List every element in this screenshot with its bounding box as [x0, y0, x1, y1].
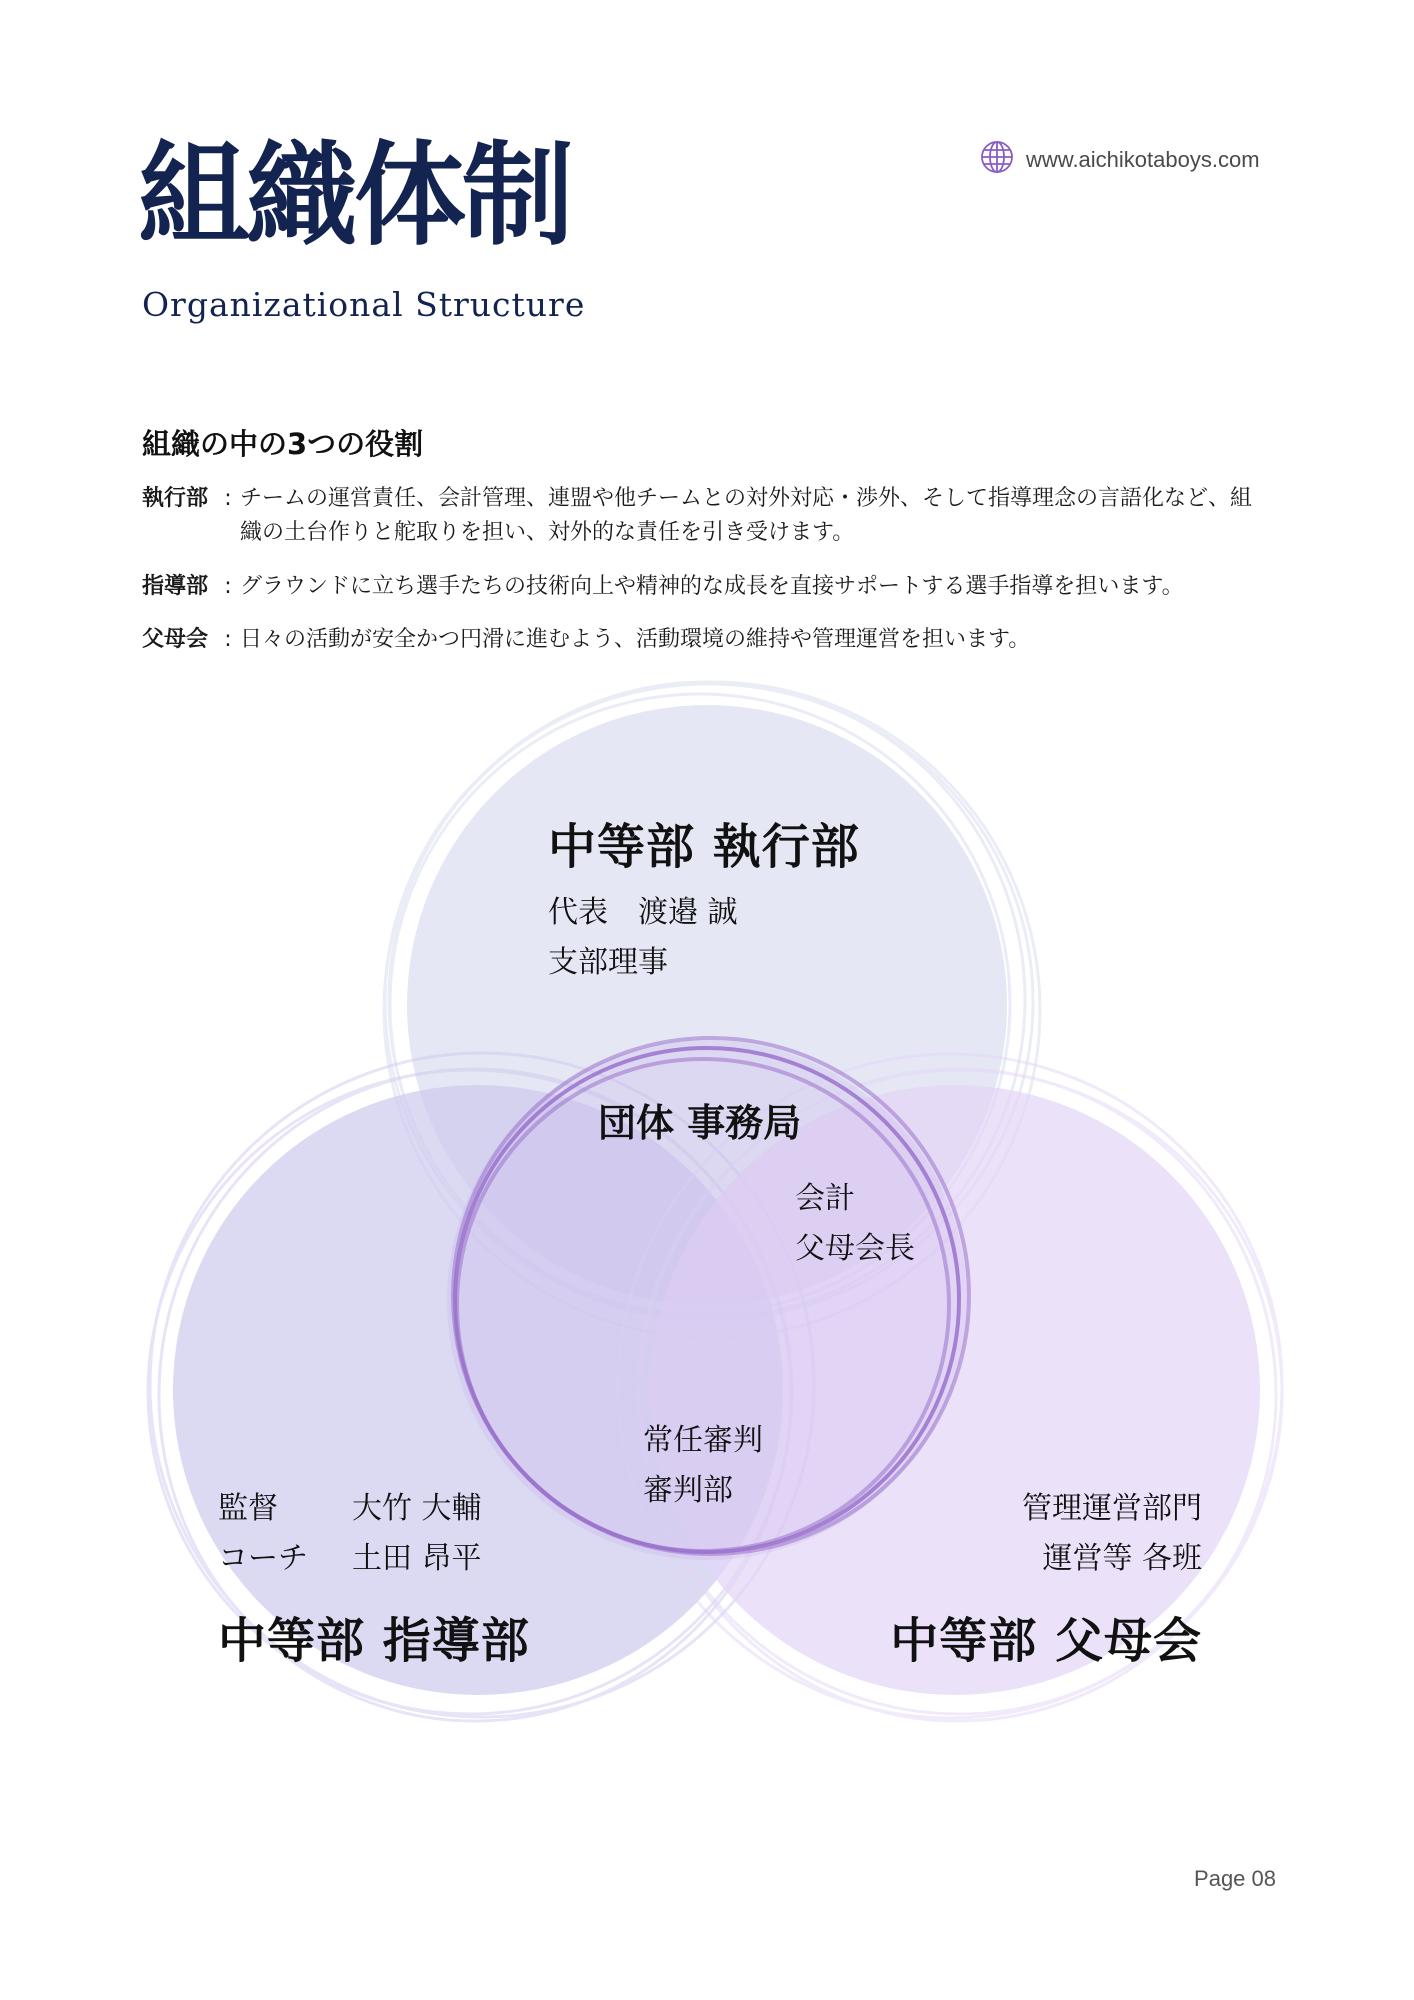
page-subtitle: Organizational Structure: [142, 285, 586, 324]
role-description: グラウンドに立ち選手たちの技術向上や精神的な成長を直接サポートする選手指導を担います。: [240, 574, 1184, 599]
office-members: [795, 1174, 915, 1274]
role-colon: :: [224, 574, 232, 599]
executive-title: 中等部 執行部: [548, 819, 860, 875]
coaching-person: 土田 昂平: [352, 1541, 482, 1576]
office-title: 団体 事務局: [598, 1101, 802, 1145]
coaching-role: 監督: [218, 1491, 278, 1526]
coaching-role: コーチ: [218, 1541, 308, 1576]
office-line: 会計: [795, 1181, 855, 1216]
executive-line: 代表 渡邉 誠: [548, 895, 738, 930]
referee-line: 常任審判: [643, 1423, 763, 1458]
page-number: Page 08: [1194, 1866, 1276, 1891]
parents-line: 管理運営部門: [1022, 1491, 1202, 1526]
role-name: 執行部: [142, 486, 209, 511]
role-description: チームの運営責任、会計管理、連盟や他チームとの対外対応・渉外、そして指導理念の言語化など、組織の土台作りと舵取りを担い、対外的な責任を引き受けます。: [240, 486, 1253, 545]
parents-members: [1022, 1484, 1202, 1584]
coaching-row: [218, 1484, 482, 1534]
coaching-title: 中等部 指導部: [218, 1613, 530, 1669]
coaching-person: 大竹 大輔: [352, 1491, 482, 1526]
office-line: 父母会長: [795, 1231, 915, 1266]
page-title: 組織体制: [138, 130, 570, 261]
coaching-row: [218, 1534, 482, 1584]
executive-line: 支部理事: [548, 945, 668, 980]
referee-members: [643, 1416, 763, 1516]
parents-title: 中等部 父母会: [890, 1613, 1202, 1669]
role-colon: :: [224, 486, 232, 511]
executive-members: [548, 888, 738, 988]
coaching-members: [218, 1484, 482, 1584]
parents-line: 運営等 各班: [1042, 1541, 1202, 1576]
role-name: 指導部: [142, 574, 209, 599]
role-name: 父母会: [142, 627, 209, 652]
role-colon: :: [224, 627, 232, 652]
website-url: www.aichikotaboys.com: [1026, 147, 1260, 172]
referee-line: 審判部: [643, 1473, 733, 1508]
role-description: 日々の活動が安全かつ円滑に進むよう、活動環境の維持や管理運営を担います。: [240, 627, 1031, 652]
roles-heading: 組織の中の3つの役割: [142, 427, 424, 461]
